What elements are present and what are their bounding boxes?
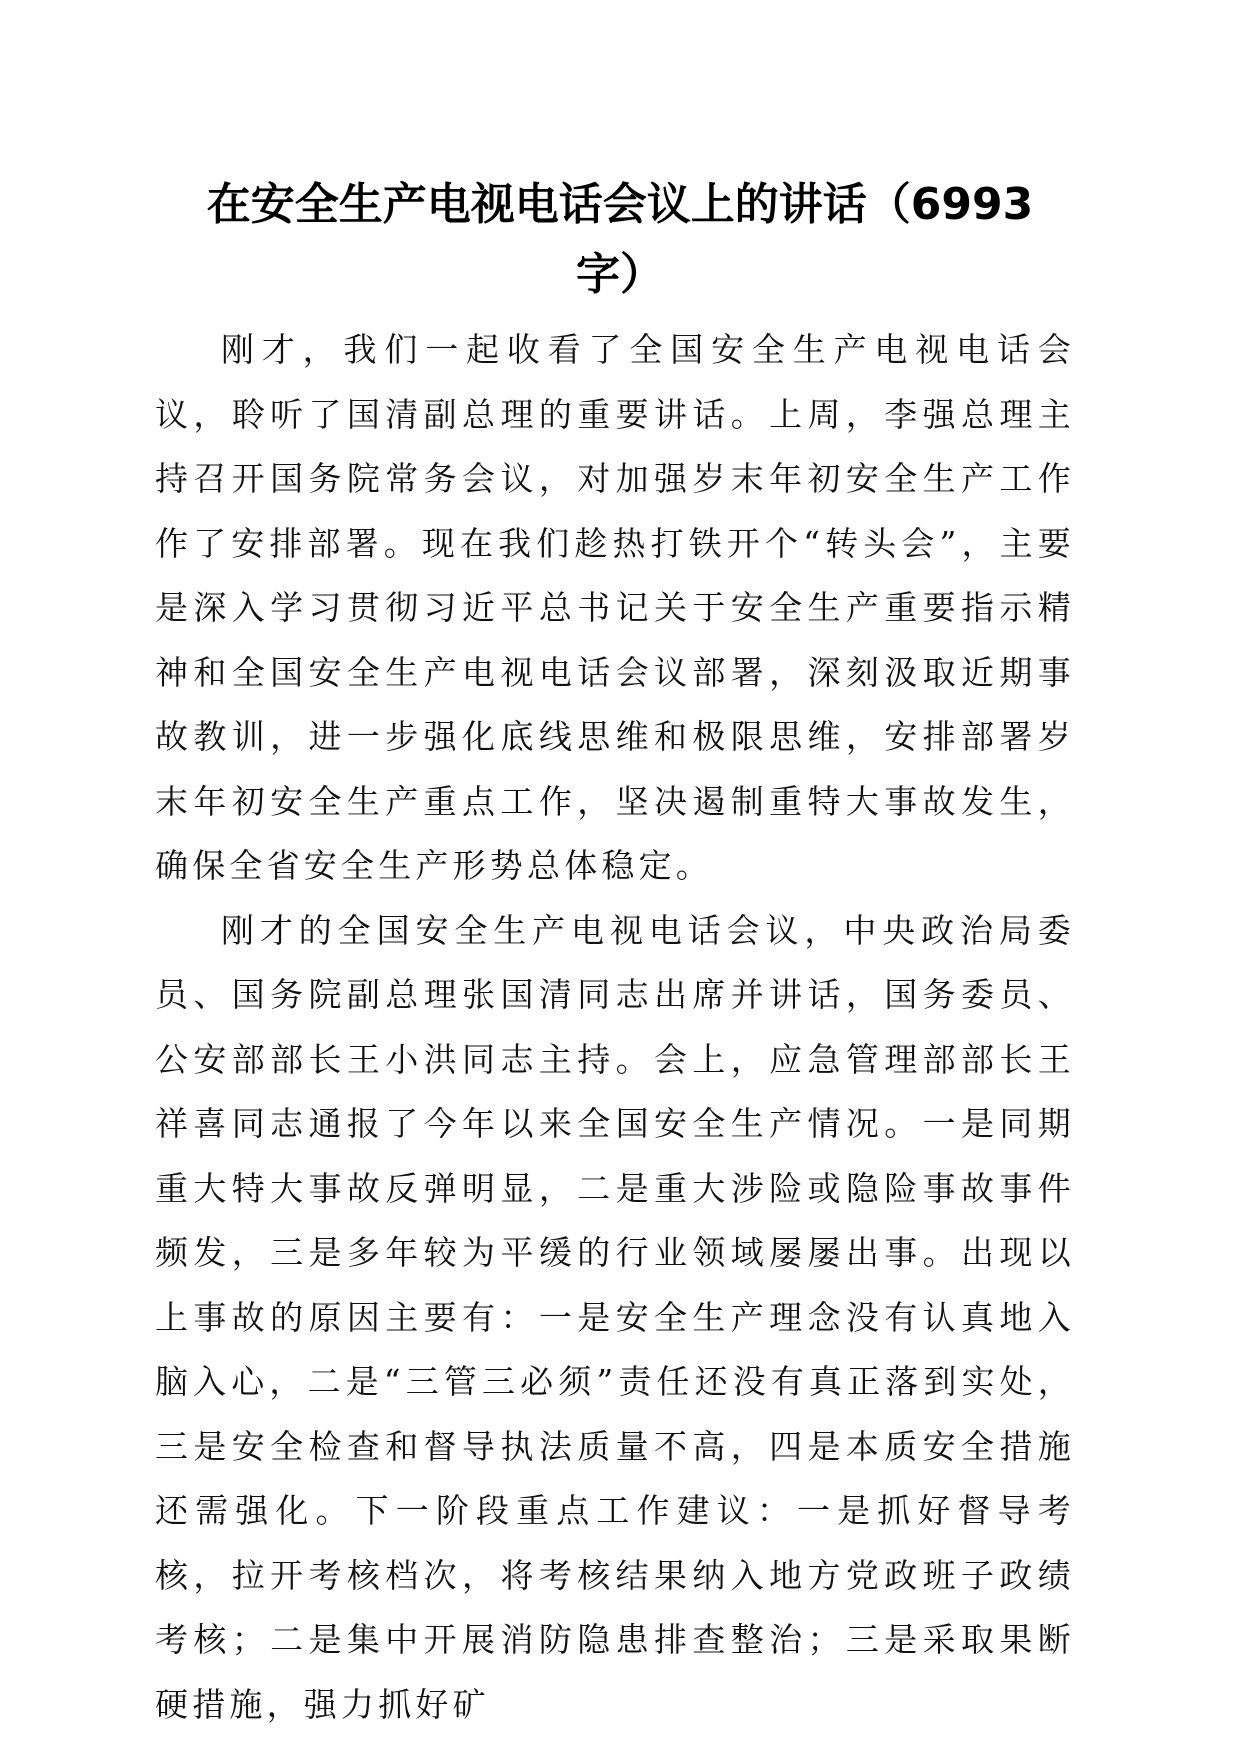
- document-body: [155, 318, 1075, 1737]
- document-title: 在安全生产电视电话会议上的讲话（6993字）: [206, 179, 1034, 300]
- paragraph-2: 刚才的全国安全生产电视电话会议，中央政治局委员、国务院副总理张国清同志出席并讲话，国务委员、公安部部长王小洪同志主持。会上，应急管理部部长王祥喜同志通报了今年以来全国安全生产情况。一是同期重大特大事故反弹明显，二是重大涉险或隐险事故事件频发，三是多年较为平缓的行业领域屡屡出事。出现以上事故的原因主要有：一是安全生产理念没有认真地入脑入心，二是“三管三必须”责任还没有真正落到实处，三是安全检查和督导执法质量不高，四是本质安全措施还需强化。下一阶段重点工作建议：一是抓好督导考核，拉开考核档次，将考核结果纳入地方党政班子政绩考核；二是集中开展消防隐患排查整治；三是采取果断硬措施，强力抓好矿: [155, 910, 1075, 1724]
- paragraph-1: 刚才，我们一起收看了全国安全生产电视电话会议，聆听了国清副总理的重要讲话。上周，李强总理主持召开国务院常务会议，对加强岁末年初安全生产工作作了安排部署。现在我们趁热打铁开个“转头会”，主要是深入学习贯彻习近平总书记关于安全生产重要指示精神和全国安全生产电视电话会议部署，深刻汲取近期事故教训，进一步强化底线思维和极限思维，安排部署岁末年初安全生产重点工作，坚决遏制重特大事故发生，确保全省安全生产形势总体稳定。: [155, 330, 1075, 885]
